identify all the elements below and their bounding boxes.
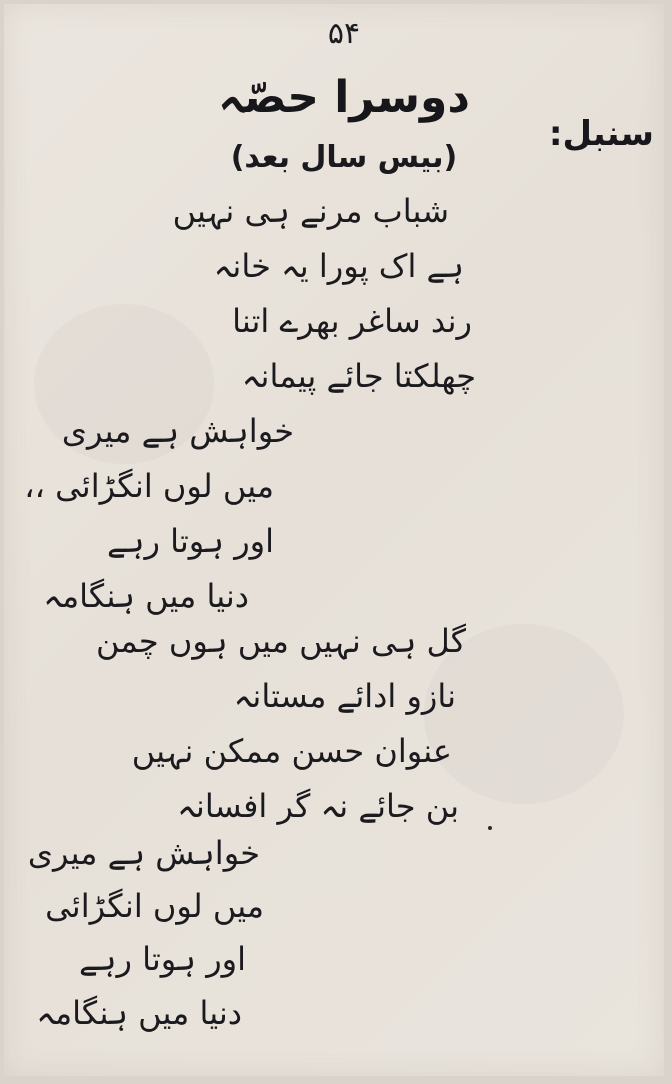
verse-line: اور ہوتا رہے bbox=[106, 522, 274, 560]
verse-line: نازو ادائے مستانہ bbox=[233, 677, 456, 715]
book-page bbox=[4, 4, 664, 1076]
verse-line: اور ہوتا رہے bbox=[78, 940, 246, 978]
verse-line: میں لوں انگڑائی bbox=[45, 887, 264, 925]
verse-line: عنوان حسن ممکن نہیں bbox=[131, 732, 452, 770]
verse-line: ہے اک پورا یہ خانہ bbox=[213, 247, 464, 285]
verse-line: چھلکتا جائے پیمانہ bbox=[241, 357, 476, 395]
verse-line: بن جائے نہ گر افسانہ bbox=[177, 787, 459, 825]
verse-line: شباب مرنے ہی نہیں bbox=[172, 192, 449, 230]
section-heading: دوسرا حصّہ bbox=[218, 72, 470, 123]
section-subheading: (بیس سال بعد) bbox=[230, 140, 458, 175]
page-number: ۵۴ bbox=[327, 16, 361, 51]
speaker-name: سنبل: bbox=[548, 114, 654, 154]
verse-line: گل ہی نہیں میں ہوں چمن bbox=[96, 622, 466, 660]
ink-speck bbox=[488, 826, 492, 830]
verse-line: میں لوں انگڑائی ،، bbox=[24, 467, 274, 505]
verse-line: خواہش ہے میری bbox=[61, 412, 294, 450]
verse-line: خواہش ہے میری bbox=[27, 834, 260, 872]
verse-line: دنیا میں ہنگامہ bbox=[43, 577, 249, 615]
verse-line: رند ساغر بھرے اتنا bbox=[232, 302, 472, 340]
verse-line: دنیا میں ہنگامہ bbox=[36, 994, 242, 1032]
